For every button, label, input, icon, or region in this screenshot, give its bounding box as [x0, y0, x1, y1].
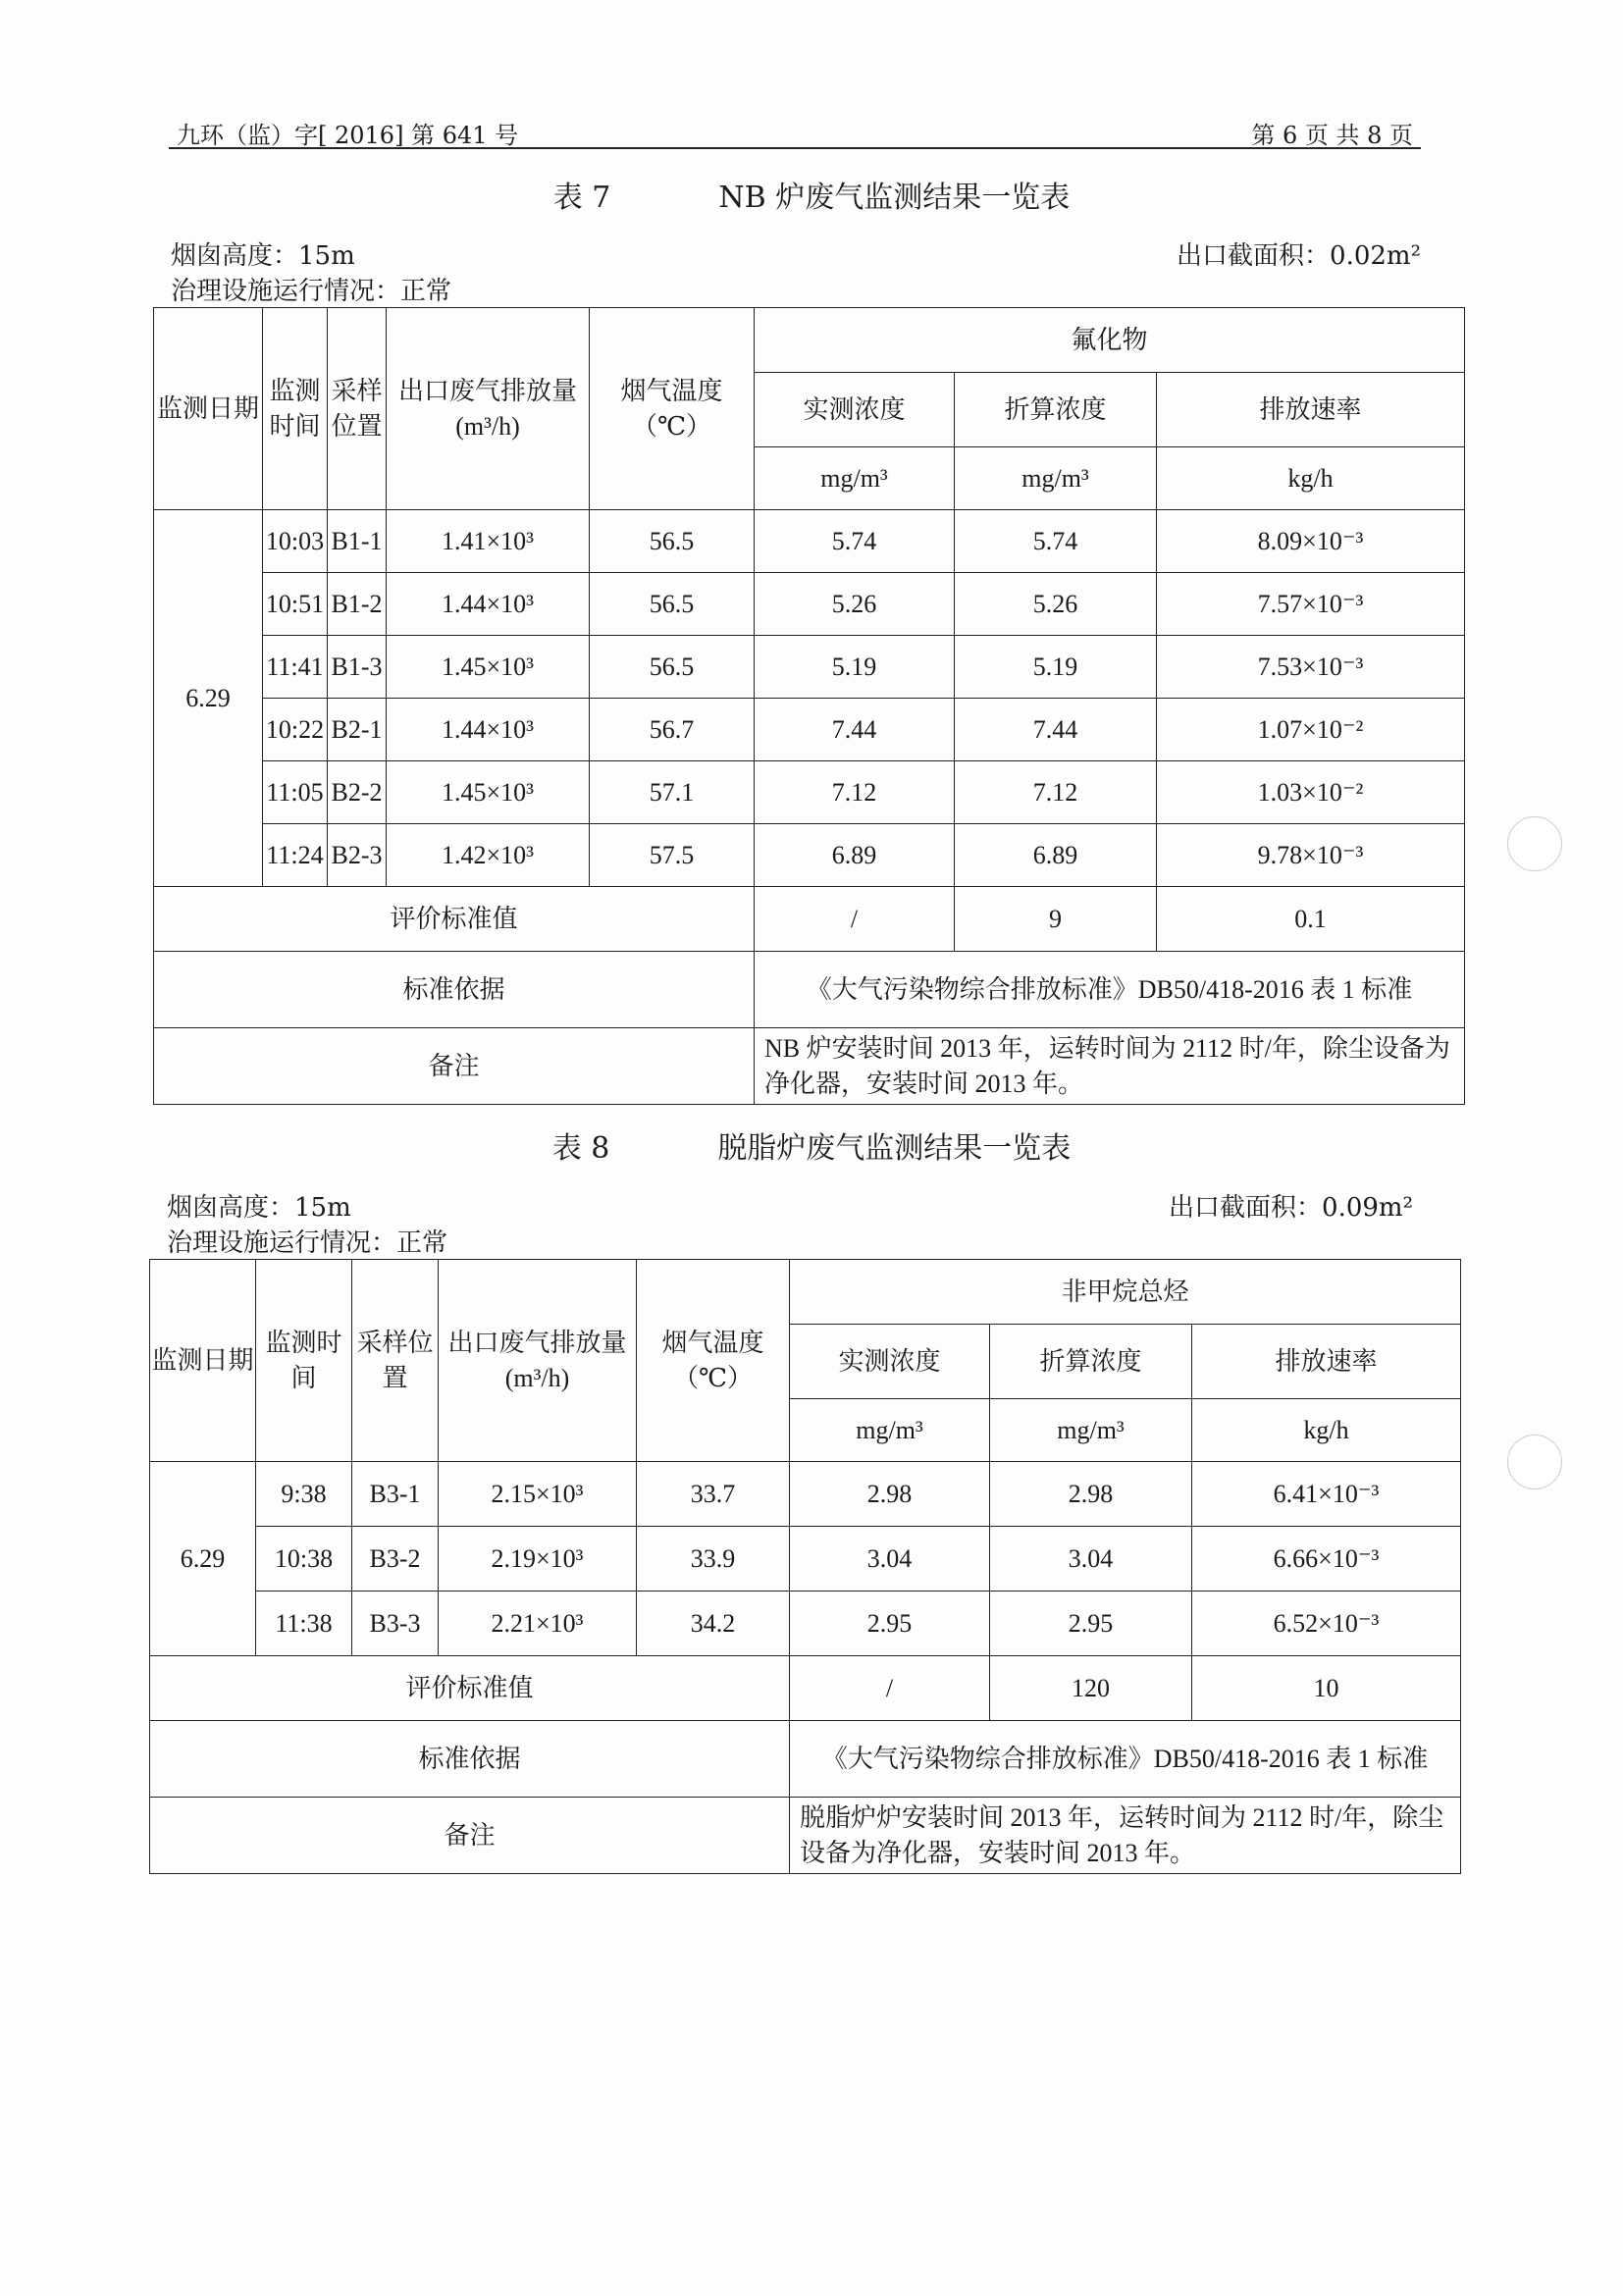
measured-cell: 2.95 — [790, 1592, 990, 1656]
eval-rate-cell: 10 — [1192, 1656, 1461, 1721]
converted-cell: 5.74 — [955, 510, 1157, 573]
punch-hole — [1507, 1435, 1562, 1489]
position-cell: B1-1 — [328, 510, 387, 573]
table7-header-pollutant: 氟化物 — [755, 308, 1465, 373]
temp-cell: 33.9 — [637, 1527, 790, 1592]
table8-basis-text: 《大气污染物综合排放标准》DB50/418-2016 表 1 标准 — [790, 1721, 1461, 1798]
table8-basis-row — [150, 1721, 1461, 1798]
converted-cell: 5.26 — [955, 573, 1157, 636]
flow-cell: 1.44×10³ — [387, 699, 590, 761]
time-cell: 11:05 — [263, 761, 328, 824]
table7-header-rate: 排放速率 — [1157, 373, 1465, 447]
table7-basis-label: 标准依据 — [154, 952, 755, 1028]
position-cell: B1-3 — [328, 636, 387, 699]
rate-cell: 7.53×10⁻³ — [1157, 636, 1465, 699]
table7-basis-row — [154, 952, 1465, 1028]
rate-cell: 1.07×10⁻² — [1157, 699, 1465, 761]
table8-header-flow: 出口废气排放量(m³/h) — [439, 1260, 637, 1462]
temp-cell: 33.7 — [637, 1462, 790, 1527]
table8-header-converted: 折算浓度 — [990, 1325, 1192, 1399]
time-cell: 11:41 — [263, 636, 328, 699]
table8-header-rate: 排放速率 — [1192, 1325, 1461, 1399]
time-cell: 10:51 — [263, 573, 328, 636]
table7-remark-row — [154, 1028, 1465, 1105]
table-row — [154, 573, 1465, 636]
table8-header-pollutant: 非甲烷总烃 — [790, 1260, 1461, 1325]
measured-cell: 7.44 — [755, 699, 955, 761]
table7-basis-text: 《大气污染物综合排放标准》DB50/418-2016 表 1 标准 — [755, 952, 1465, 1028]
table8-basis-label: 标准依据 — [150, 1721, 790, 1798]
table8-header-position: 采样位置 — [352, 1260, 439, 1462]
converted-cell: 7.44 — [955, 699, 1157, 761]
position-cell: B1-2 — [328, 573, 387, 636]
table8-date: 6.29 — [150, 1462, 256, 1656]
temp-cell: 56.5 — [590, 510, 755, 573]
table8-unit-converted: mg/m³ — [990, 1399, 1192, 1462]
rate-cell: 6.52×10⁻³ — [1192, 1592, 1461, 1656]
rate-cell: 6.66×10⁻³ — [1192, 1527, 1461, 1592]
converted-cell: 7.12 — [955, 761, 1157, 824]
table8-label: 表 8 — [551, 1131, 610, 1166]
table8-remark-label: 备注 — [150, 1798, 790, 1874]
table-row — [154, 699, 1465, 761]
converted-cell: 6.89 — [955, 824, 1157, 887]
table7-caption — [0, 173, 1623, 216]
table7-outlet-area: 出口截面积：0.02m² — [1177, 241, 1421, 271]
converted-cell: 3.04 — [990, 1527, 1192, 1592]
flow-cell: 2.15×10³ — [439, 1462, 637, 1527]
table8 — [149, 1259, 1461, 1874]
eval-converted-cell: 120 — [990, 1656, 1192, 1721]
flow-cell: 1.41×10³ — [387, 510, 590, 573]
table8-title: 脱脂炉废气监测结果一览表 — [717, 1131, 1072, 1166]
position-cell: B2-1 — [328, 699, 387, 761]
table8-chimney-height: 烟囱高度：15m — [167, 1193, 351, 1223]
table7-header-date: 监测日期 — [154, 308, 263, 510]
table7-chimney-height: 烟囱高度：15m — [171, 241, 355, 271]
rate-cell: 7.57×10⁻³ — [1157, 573, 1465, 636]
time-cell: 10:03 — [263, 510, 328, 573]
table7-eval-label: 评价标准值 — [154, 887, 755, 952]
table8-caption — [0, 1123, 1623, 1167]
table7-unit-measured: mg/m³ — [755, 447, 955, 510]
rate-cell: 1.03×10⁻² — [1157, 761, 1465, 824]
measured-cell: 5.26 — [755, 573, 955, 636]
table7-unit-rate: kg/h — [1157, 447, 1465, 510]
flow-cell: 1.45×10³ — [387, 636, 590, 699]
table-row — [154, 510, 1465, 573]
table8-remark-row — [150, 1798, 1461, 1874]
rate-cell: 6.41×10⁻³ — [1192, 1462, 1461, 1527]
converted-cell: 5.19 — [955, 636, 1157, 699]
flow-cell: 1.45×10³ — [387, 761, 590, 824]
punch-hole — [1507, 816, 1562, 871]
temp-cell: 34.2 — [637, 1592, 790, 1656]
time-cell: 11:38 — [256, 1592, 352, 1656]
table-row — [150, 1592, 1461, 1656]
table-row — [154, 824, 1465, 887]
measured-cell: 6.89 — [755, 824, 955, 887]
table8-facility-status: 治理设施运行情况：正常 — [167, 1228, 448, 1258]
table7-facility-status: 治理设施运行情况：正常 — [171, 277, 452, 306]
table7-header-converted: 折算浓度 — [955, 373, 1157, 447]
table7-header-flow: 出口废气排放量(m³/h) — [387, 308, 590, 510]
rate-cell: 9.78×10⁻³ — [1157, 824, 1465, 887]
table-row — [150, 1527, 1461, 1592]
table7-remark-text: NB 炉安装时间 2013 年，运转时间为 2112 时/年，除尘设备为净化器，安装时间 2013 年。 — [755, 1028, 1465, 1105]
position-cell: B3-1 — [352, 1462, 439, 1527]
table8-header-temp: 烟气温度（℃） — [637, 1260, 790, 1462]
time-cell: 9:38 — [256, 1462, 352, 1527]
document-number: 九环（监）字[ 2016] 第 641 号 — [177, 122, 519, 149]
table-row — [154, 636, 1465, 699]
eval-measured-cell: / — [790, 1656, 990, 1721]
eval-measured-cell: / — [755, 887, 955, 952]
table7-remark-label: 备注 — [154, 1028, 755, 1105]
temp-cell: 57.1 — [590, 761, 755, 824]
table7-header-time: 监测时间 — [263, 308, 328, 510]
temp-cell: 56.7 — [590, 699, 755, 761]
flow-cell: 1.44×10³ — [387, 573, 590, 636]
page-number: 第 6 页 共 8 页 — [1251, 122, 1413, 149]
table-row — [150, 1462, 1461, 1527]
table7-date: 6.29 — [154, 510, 263, 887]
table8-header-date: 监测日期 — [150, 1260, 256, 1462]
time-cell: 10:22 — [263, 699, 328, 761]
rate-cell: 8.09×10⁻³ — [1157, 510, 1465, 573]
table7-title: NB 炉废气监测结果一览表 — [718, 181, 1071, 215]
table7-eval-row — [154, 887, 1465, 952]
time-cell: 11:24 — [263, 824, 328, 887]
converted-cell: 2.95 — [990, 1592, 1192, 1656]
table7-label: 表 7 — [552, 181, 611, 215]
page-header — [169, 114, 1421, 149]
table-row — [154, 761, 1465, 824]
eval-converted-cell: 9 — [955, 887, 1157, 952]
flow-cell: 1.42×10³ — [387, 824, 590, 887]
measured-cell: 5.19 — [755, 636, 955, 699]
table7-header-temp: 烟气温度（℃） — [590, 308, 755, 510]
flow-cell: 2.19×10³ — [439, 1527, 637, 1592]
table8-unit-rate: kg/h — [1192, 1399, 1461, 1462]
table8-remark-text: 脱脂炉炉安装时间 2013 年，运转时间为 2112 时/年，除尘设备为净化器，安装时间 2013 年。 — [790, 1798, 1461, 1874]
table8-outlet-area: 出口截面积：0.09m² — [1169, 1193, 1413, 1223]
table8-header-measured: 实测浓度 — [790, 1325, 990, 1399]
table7-header-position: 采样位置 — [328, 308, 387, 510]
measured-cell: 5.74 — [755, 510, 955, 573]
table7-unit-converted: mg/m³ — [955, 447, 1157, 510]
table7-header-measured: 实测浓度 — [755, 373, 955, 447]
table8-header-time: 监测时间 — [256, 1260, 352, 1462]
time-cell: 10:38 — [256, 1527, 352, 1592]
position-cell: B3-2 — [352, 1527, 439, 1592]
measured-cell: 2.98 — [790, 1462, 990, 1527]
table8-eval-row — [150, 1656, 1461, 1721]
flow-cell: 2.21×10³ — [439, 1592, 637, 1656]
temp-cell: 56.5 — [590, 573, 755, 636]
measured-cell: 7.12 — [755, 761, 955, 824]
table7 — [153, 307, 1465, 1105]
position-cell: B2-2 — [328, 761, 387, 824]
temp-cell: 56.5 — [590, 636, 755, 699]
position-cell: B3-3 — [352, 1592, 439, 1656]
eval-rate-cell: 0.1 — [1157, 887, 1465, 952]
table8-unit-measured: mg/m³ — [790, 1399, 990, 1462]
temp-cell: 57.5 — [590, 824, 755, 887]
table8-eval-label: 评价标准值 — [150, 1656, 790, 1721]
position-cell: B2-3 — [328, 824, 387, 887]
converted-cell: 2.98 — [990, 1462, 1192, 1527]
measured-cell: 3.04 — [790, 1527, 990, 1592]
